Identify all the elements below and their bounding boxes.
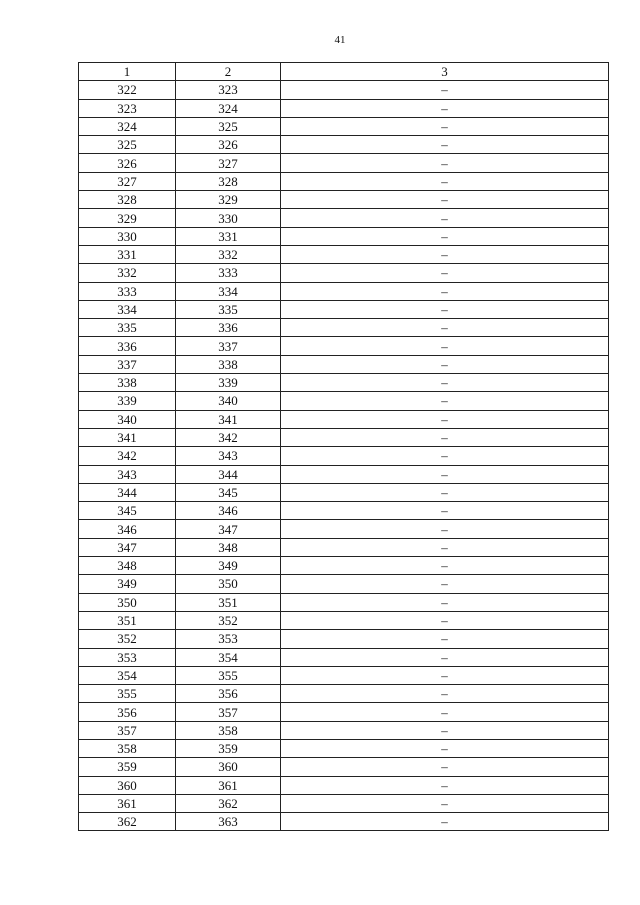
table-row	[79, 465, 609, 483]
table-cell-col1: 336	[79, 337, 176, 355]
table-cell-col1: 324	[79, 117, 176, 135]
table-row	[79, 483, 609, 501]
table-cell-col1: 325	[79, 136, 176, 154]
table-row	[79, 337, 609, 355]
table-cell-col3: –	[281, 117, 609, 135]
table-row	[79, 575, 609, 593]
table-cell-col1: 337	[79, 355, 176, 373]
table-cell-col2: 349	[176, 557, 281, 575]
table-cell-col1: 360	[79, 776, 176, 794]
table-row	[79, 447, 609, 465]
table-row	[79, 557, 609, 575]
table-cell-col2: 339	[176, 374, 281, 392]
table-row	[79, 666, 609, 684]
table-cell-col3: –	[281, 227, 609, 245]
table-cell-col2: 353	[176, 630, 281, 648]
table-row	[79, 410, 609, 428]
table-cell-col1: 353	[79, 648, 176, 666]
table-cell-col2: 346	[176, 502, 281, 520]
table-row	[79, 117, 609, 135]
table-header-row	[79, 63, 609, 81]
table-cell-col2: 357	[176, 703, 281, 721]
table-cell-col3: –	[281, 410, 609, 428]
table-cell-col2: 328	[176, 172, 281, 190]
table-cell-col2: 338	[176, 355, 281, 373]
table-cell-col1: 349	[79, 575, 176, 593]
table-row	[79, 245, 609, 263]
table-cell-col1: 323	[79, 99, 176, 117]
table-cell-col1: 342	[79, 447, 176, 465]
header-cell-3: 3	[281, 63, 609, 81]
table-cell-col2: 342	[176, 428, 281, 446]
table-cell-col1: 329	[79, 209, 176, 227]
table-cell-col3: –	[281, 538, 609, 556]
table-row	[79, 776, 609, 794]
table-cell-col2: 329	[176, 191, 281, 209]
table-cell-col3: –	[281, 648, 609, 666]
table-cell-col1: 340	[79, 410, 176, 428]
table-row	[79, 502, 609, 520]
table-cell-col3: –	[281, 245, 609, 263]
table-cell-col2: 337	[176, 337, 281, 355]
table-cell-col2: 355	[176, 666, 281, 684]
table-row	[79, 392, 609, 410]
table-cell-col1: 346	[79, 520, 176, 538]
table-cell-col2: 354	[176, 648, 281, 666]
table-cell-col3: –	[281, 520, 609, 538]
table-cell-col3: –	[281, 392, 609, 410]
table-row	[79, 227, 609, 245]
table-row	[79, 648, 609, 666]
table-cell-col3: –	[281, 557, 609, 575]
table-row	[79, 538, 609, 556]
table-row	[79, 264, 609, 282]
table-cell-col2: 358	[176, 721, 281, 739]
table-cell-col3: –	[281, 593, 609, 611]
table-cell-col1: 359	[79, 758, 176, 776]
table-cell-col3: –	[281, 703, 609, 721]
table-row	[79, 794, 609, 812]
table-cell-col1: 362	[79, 813, 176, 831]
table-cell-col1: 355	[79, 685, 176, 703]
table-row	[79, 520, 609, 538]
table-cell-col2: 334	[176, 282, 281, 300]
table-cell-col1: 348	[79, 557, 176, 575]
table-cell-col3: –	[281, 209, 609, 227]
table-row	[79, 685, 609, 703]
table-cell-col2: 362	[176, 794, 281, 812]
table-cell-col2: 332	[176, 245, 281, 263]
table-row	[79, 209, 609, 227]
table-row	[79, 282, 609, 300]
table-row	[79, 428, 609, 446]
table-cell-col3: –	[281, 666, 609, 684]
page-number: 41	[334, 34, 346, 46]
table-cell-col3: –	[281, 172, 609, 190]
table-cell-col1: 322	[79, 81, 176, 99]
table-cell-col2: 352	[176, 611, 281, 629]
table-cell-col3: –	[281, 483, 609, 501]
table-row	[79, 721, 609, 739]
table-cell-col3: –	[281, 575, 609, 593]
table-cell-col1: 334	[79, 300, 176, 318]
table-cell-col2: 325	[176, 117, 281, 135]
table-cell-col2: 327	[176, 154, 281, 172]
table-row	[79, 136, 609, 154]
table-cell-col3: –	[281, 813, 609, 831]
table-cell-col1: 350	[79, 593, 176, 611]
table-cell-col1: 351	[79, 611, 176, 629]
table-cell-col1: 326	[79, 154, 176, 172]
table-cell-col2: 345	[176, 483, 281, 501]
table-row	[79, 739, 609, 757]
table-cell-col3: –	[281, 99, 609, 117]
table-row	[79, 374, 609, 392]
table-cell-col1: 332	[79, 264, 176, 282]
table-cell-col2: 356	[176, 685, 281, 703]
table-body	[79, 63, 609, 831]
table-cell-col2: 326	[176, 136, 281, 154]
table-cell-col1: 358	[79, 739, 176, 757]
table-cell-col1: 335	[79, 319, 176, 337]
table-cell-col3: –	[281, 794, 609, 812]
table-cell-col2: 361	[176, 776, 281, 794]
table-cell-col2: 336	[176, 319, 281, 337]
table-cell-col3: –	[281, 776, 609, 794]
table-cell-col2: 359	[176, 739, 281, 757]
table-cell-col1: 330	[79, 227, 176, 245]
table-row	[79, 813, 609, 831]
table-cell-col2: 340	[176, 392, 281, 410]
table-row	[79, 758, 609, 776]
table-cell-col1: 327	[79, 172, 176, 190]
table-cell-col3: –	[281, 264, 609, 282]
table-cell-col1: 357	[79, 721, 176, 739]
table-cell-col3: –	[281, 154, 609, 172]
table-cell-col1: 352	[79, 630, 176, 648]
table-cell-col3: –	[281, 502, 609, 520]
table-cell-col3: –	[281, 465, 609, 483]
table-cell-col3: –	[281, 611, 609, 629]
table-cell-col1: 344	[79, 483, 176, 501]
table-cell-col3: –	[281, 319, 609, 337]
table-cell-col2: 360	[176, 758, 281, 776]
table-row	[79, 154, 609, 172]
data-table	[78, 62, 609, 831]
table-cell-col1: 328	[79, 191, 176, 209]
table-cell-col2: 344	[176, 465, 281, 483]
table-cell-col1: 345	[79, 502, 176, 520]
table-cell-col3: –	[281, 355, 609, 373]
table-cell-col3: –	[281, 630, 609, 648]
table-cell-col1: 331	[79, 245, 176, 263]
table-cell-col3: –	[281, 685, 609, 703]
table-cell-col2: 323	[176, 81, 281, 99]
table-cell-col3: –	[281, 282, 609, 300]
table-row	[79, 319, 609, 337]
table-cell-col1: 361	[79, 794, 176, 812]
table-cell-col3: –	[281, 721, 609, 739]
table-cell-col1: 343	[79, 465, 176, 483]
table-cell-col2: 335	[176, 300, 281, 318]
table-row	[79, 81, 609, 99]
table-cell-col1: 338	[79, 374, 176, 392]
table-row	[79, 703, 609, 721]
table-row	[79, 355, 609, 373]
table-cell-col2: 347	[176, 520, 281, 538]
table-cell-col2: 331	[176, 227, 281, 245]
table-cell-col2: 363	[176, 813, 281, 831]
table-cell-col3: –	[281, 374, 609, 392]
table-cell-col2: 330	[176, 209, 281, 227]
table-cell-col1: 347	[79, 538, 176, 556]
table-cell-col3: –	[281, 758, 609, 776]
table-cell-col3: –	[281, 81, 609, 99]
table-cell-col1: 341	[79, 428, 176, 446]
table-cell-col1: 339	[79, 392, 176, 410]
table-cell-col1: 356	[79, 703, 176, 721]
table-cell-col2: 324	[176, 99, 281, 117]
table-cell-col1: 333	[79, 282, 176, 300]
table-cell-col2: 333	[176, 264, 281, 282]
table-cell-col3: –	[281, 191, 609, 209]
table-row	[79, 630, 609, 648]
table-cell-col3: –	[281, 337, 609, 355]
table-cell-col3: –	[281, 739, 609, 757]
table-cell-col3: –	[281, 300, 609, 318]
table-cell-col2: 350	[176, 575, 281, 593]
table-row	[79, 99, 609, 117]
table-row	[79, 191, 609, 209]
table-row	[79, 172, 609, 190]
header-cell-1: 1	[79, 63, 176, 81]
table-cell-col2: 348	[176, 538, 281, 556]
table-cell-col2: 343	[176, 447, 281, 465]
table-row	[79, 593, 609, 611]
table-cell-col2: 341	[176, 410, 281, 428]
table-cell-col3: –	[281, 136, 609, 154]
header-cell-2: 2	[176, 63, 281, 81]
table-cell-col3: –	[281, 447, 609, 465]
table-cell-col1: 354	[79, 666, 176, 684]
table-cell-col3: –	[281, 428, 609, 446]
table-row	[79, 300, 609, 318]
table-cell-col2: 351	[176, 593, 281, 611]
table-row	[79, 611, 609, 629]
